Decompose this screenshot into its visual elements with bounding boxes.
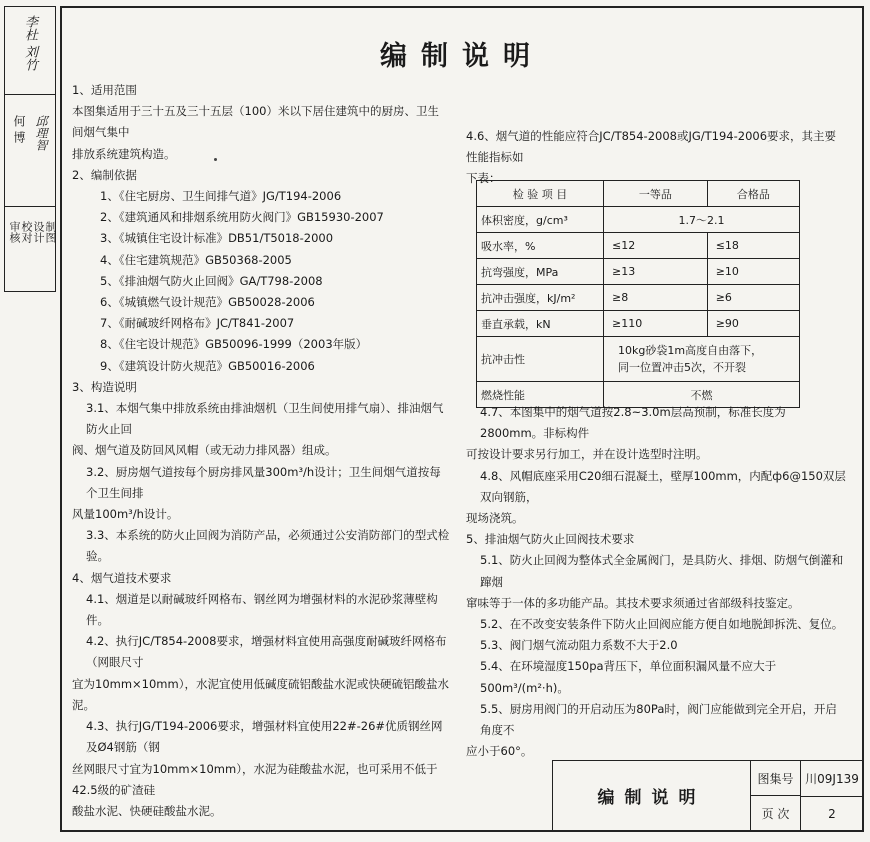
title-block-name: 编制说明 [553, 761, 751, 830]
text-line: 5.3、阀门烟气流动阻力系数不大于2.0 [480, 638, 678, 653]
table-row [477, 233, 800, 259]
text-line: 4、烟气道技术要求 [72, 570, 172, 585]
text-line: 应小于60°。 [466, 744, 533, 759]
page-number-value: 2 [828, 806, 836, 821]
page-number-label: 页 次 [751, 796, 801, 831]
text-line: 4.7、本图集中的烟气道按2.8~3.0m层高预制，标准长度为2800mm。非标构件 [480, 405, 786, 441]
text-line: 1、《住宅厨房、卫生间排气道》JG/T194-2006 [100, 189, 342, 204]
signature-cell [5, 7, 55, 95]
row-first-value: ≥8 [604, 285, 708, 311]
left-column [72, 80, 450, 822]
text-line: 5、排油烟气防火止回阀技术要求 [466, 532, 635, 547]
approval-strip [4, 6, 56, 292]
top-signature: 李杜 刘竹 [22, 15, 37, 72]
text-line: 3、构造说明 [72, 379, 137, 394]
row-first-value: ≥13 [604, 259, 708, 285]
atlas-number-label: 图集号 [751, 761, 801, 796]
role-label-proofread: 校对 [20, 221, 33, 243]
table-row [477, 207, 800, 233]
role-label-review: 审核 [8, 221, 21, 243]
text-line: 4.1、烟道是以耐碱玻纤网格布、钢丝网为增强材料的水泥砂浆薄壁构件。 [86, 591, 438, 628]
text-line: 宜为10mm×10mm），水泥宜使用低碱度硫铝酸盐水泥或快硬硫铝酸盐水泥。 [72, 676, 449, 712]
row-item: 抗弯强度，MPa [477, 259, 604, 285]
text-line: 酸盐水泥、快硬硅酸盐水泥。 [72, 803, 222, 818]
table-row [477, 285, 800, 311]
header-first-grade: 一等品 [604, 181, 708, 207]
row-merged-value [604, 337, 800, 382]
text-line: 3.1、本烟气集中排放系统由排油烟机（卫生间使用排气扇）、排油烟气防火止回 [86, 401, 444, 437]
text-line: 现场浇筑。 [466, 511, 524, 526]
role-label-drawing: 制图 [44, 221, 57, 243]
table-header-row [477, 181, 800, 207]
text-line: 风量100m³/h设计。 [72, 507, 179, 522]
title-block [552, 760, 862, 830]
text-line: 4.3、执行JG/T194-2006要求，增强材料宜使用22#-26#优质钢丝网及Ø4钢筋（钢 [86, 719, 443, 755]
text-line: 9、《建筑设计防火规范》GB50016-2006 [100, 358, 315, 373]
text-line: 本图集适用于三十五及三十五层（100）米以下居住建筑中的厨房、卫生间烟气集中 [72, 104, 439, 140]
row-item: 垂直承载，kN [477, 311, 604, 337]
text-line: 3.3、本系统的防火止回阀为消防产品，必须通过公安消防部门的型式检验。 [86, 528, 450, 564]
text-line: 1、适用范围 [72, 83, 137, 97]
header-qualified: 合格品 [707, 181, 799, 207]
impact-line-2: 同一位置冲击5次，不开裂 [618, 361, 746, 374]
text-line: 5.5、厨房用阀门的开启动压为80Pa时，阀门应能做到完全开启，开启角度不 [480, 701, 837, 738]
row-item: 体积密度，g/cm³ [477, 207, 604, 233]
impact-line-1: 10kg砂袋1m高度自由落下， [618, 344, 763, 357]
text-line: 4、《住宅建筑规范》GB50368-2005 [100, 252, 292, 267]
table-row [477, 311, 800, 337]
text-line: 5、《排油烟气防火止回阀》GA/T798-2008 [100, 273, 323, 288]
row-qualified-value: ≥10 [707, 259, 799, 285]
row-item: 吸水率，% [477, 233, 604, 259]
row-first-value: ≤12 [604, 233, 708, 259]
role-label-design: 设计 [32, 221, 45, 243]
text-line: 8、《住宅设计规范》GB50096-1999（2003年版） [100, 337, 368, 352]
text-line: 排放系统建筑构造。 [72, 146, 176, 161]
text-line: 下表： [466, 171, 501, 186]
right-column [466, 402, 846, 762]
text-line: 可按设计要求另行加工，并在设计选型时注明。 [466, 447, 708, 462]
text-line: 5.2、在不改变安装条件下防火止回阀应能方便自如地脱卸拆洗、复位。 [480, 617, 844, 632]
performance-table [476, 180, 800, 408]
row-item: 燃烧性能 [477, 382, 604, 408]
text-line: 丝网眼尺寸宜为10mm×10mm），水泥为硅酸盐水泥，也可采用不低于42.5级的矿渣硅 [72, 761, 438, 797]
row-merged-value: 1.7～2.1 [604, 207, 800, 233]
text-line: 5.4、在环境湿度150pa背压下，单位面积漏风量不应大于500m³/(m²·h)。 [480, 659, 777, 695]
row-qualified-value: ≥6 [707, 285, 799, 311]
text-line: 5.1、防火止回阀为整体式全金属阀门，是具防火、排烟、防烟气倒灌和蹿烟 [480, 553, 844, 589]
text-line: 2、编制依据 [72, 167, 137, 182]
text-line: 4.6、烟气道的性能应符合JC/T854-2008或JG/T194-2006要求，其主要性能指标如 [466, 129, 837, 165]
text-line: 2、《建筑通风和排烟系统用防火阀门》GB15930-2007 [100, 210, 384, 225]
text-line: 6、《城镇燃气设计规范》GB50028-2006 [100, 295, 315, 310]
header-item: 检 验 项 目 [477, 181, 604, 207]
text-line: 4.2、执行JC/T854-2008要求，增强材料宜使用高强度耐碱玻纤网格布（网眼尺寸 [86, 634, 447, 670]
approver-signature: 邱理智 [34, 115, 48, 151]
text-line: 阀、烟气道及防回风风帽（或无动力排风器）组成。 [72, 443, 337, 458]
approver-name: 何 博 [12, 115, 26, 143]
text-line: 4.8、风帽底座采用C20细石混凝土，壁厚100mm，内配ф6@150双层双向钢筋， [480, 468, 846, 504]
atlas-number-value: 川09J139 [801, 761, 863, 797]
row-first-value: ≥110 [604, 311, 708, 337]
table-row [477, 337, 800, 382]
row-merged-value: 不燃 [604, 382, 800, 408]
text-line: 3.2、厨房烟气道按每个厨房排风量300m³/h设计；卫生间烟气道按每个卫生间排 [86, 464, 441, 500]
page-title: 编制说明 [380, 41, 544, 72]
approver-cell [5, 95, 55, 207]
role-labels-cell [5, 207, 55, 291]
row-qualified-value: ≥90 [707, 311, 799, 337]
row-item: 抗冲击强度，kJ/m² [477, 285, 604, 311]
text-line: 7、《耐碱玻纤网格布》JC/T841-2007 [100, 316, 295, 331]
text-line: 3、《城镇住宅设计标准》DB51/T5018-2000 [100, 231, 334, 246]
row-qualified-value: ≤18 [707, 233, 799, 259]
row-item: 抗冲击性 [477, 337, 604, 382]
table-row [477, 259, 800, 285]
text-line: 窜味等于一体的多功能产品。其技术要求须通过省部级科技鉴定。 [466, 595, 800, 610]
